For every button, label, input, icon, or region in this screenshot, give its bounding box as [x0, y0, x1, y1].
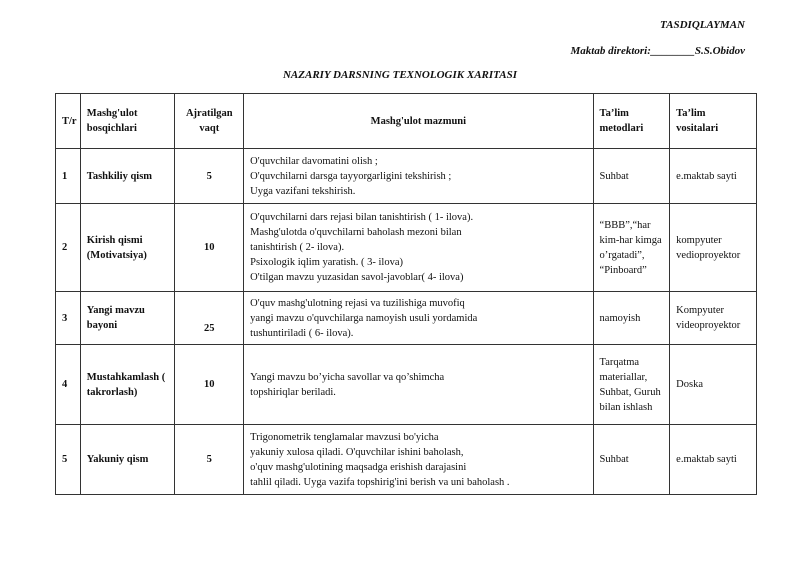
row-stage: Mustahkamlash ( takrorlash) — [80, 345, 175, 425]
technology-map-table — [55, 93, 757, 495]
row-tools: Kompyuter videoproyektor — [670, 292, 757, 345]
row-methods: namoyish — [593, 292, 670, 345]
row-num: 3 — [56, 292, 81, 345]
row-tools: e.maktab sayti — [670, 149, 757, 204]
header-time: Ajratilgan vaqt — [175, 94, 244, 149]
content-line: Trigonometrik tenglamalar mavzusi bo'yicha — [250, 431, 439, 443]
row-tools: Doska — [670, 345, 757, 425]
row-methods: Suhbat — [593, 425, 670, 495]
row-content — [244, 345, 593, 425]
row-stage: Tashkiliy qism — [80, 149, 175, 204]
table-row — [56, 425, 757, 495]
content-line: tushuntiriladi ( 6- ilova). — [250, 327, 354, 339]
row-methods: Suhbat — [593, 149, 670, 204]
row-stage: Kirish qismi (Motivatsiya) — [80, 204, 175, 292]
content-line: Yangi mavzu bo’yicha savollar va qo’shimcha — [250, 371, 445, 383]
row-stage: Yangi mavzu bayoni — [80, 292, 175, 345]
row-content — [244, 292, 593, 345]
header-tools: Ta’lim vositalari — [670, 94, 757, 149]
content-line: Uyga vazifani tekshirish. — [250, 185, 356, 197]
director-signature-line: Maktab direktori:________S.S.Obidov — [570, 45, 745, 57]
table-row — [56, 292, 757, 345]
row-time: 25 — [175, 292, 244, 345]
row-methods: “BBB”,“har kim-har kimga o’rgatadi”, “Pinboard” — [593, 204, 670, 292]
row-num: 2 — [56, 204, 81, 292]
row-methods: Tarqatma materiallar, Suhbat, Guruh bilan ishlash — [593, 345, 670, 425]
row-num: 4 — [56, 345, 81, 425]
table-header-row — [56, 94, 757, 149]
row-time: 10 — [175, 345, 244, 425]
header-content: Mashg'ulot mazmuni — [244, 94, 593, 149]
row-num: 5 — [56, 425, 81, 495]
content-line: O'tilgan mavzu yuzasidan savol-javoblar( 4- ilova) — [250, 272, 464, 283]
approval-label: TASDIQLAYMAN — [660, 19, 745, 31]
content-line: Psixologik iqlim yaratish. ( 3- ilova) — [250, 257, 403, 268]
row-tools: e.maktab sayti — [670, 425, 757, 495]
row-time: 10 — [175, 204, 244, 292]
content-line: tahlil qiladi. Uyga vazifa topshirig'ini berish va uni baholash . — [250, 476, 510, 488]
content-line: O'quvchilarni darsga tayyorgarligini tekshirish ; — [250, 170, 452, 182]
content-line: O'quv mashg'ulotning rejasi va tuzilishiga muvofiq — [250, 297, 465, 309]
content-line: O'quvchilarni dars rejasi bilan tanishtirish ( 1- ilova). — [250, 212, 474, 223]
table-row — [56, 204, 757, 292]
row-tools: kompyuter vedioproyektor — [670, 204, 757, 292]
row-content — [244, 149, 593, 204]
header-methods: Ta’lim metodlari — [593, 94, 670, 149]
row-stage: Yakuniy qism — [80, 425, 175, 495]
header-stage: Mashg'ulot bosqichlari — [80, 94, 175, 149]
content-line: topshiriqlar beriladi. — [250, 386, 336, 398]
document-title: NAZARIY DARSNING TEXNOLOGIK XARITASI — [282, 69, 517, 81]
content-line: O'quvchilar davomatini olish ; — [250, 155, 378, 167]
table-row — [56, 345, 757, 425]
row-content — [244, 204, 593, 292]
row-num: 1 — [56, 149, 81, 204]
row-time: 5 — [175, 425, 244, 495]
row-time: 5 — [175, 149, 244, 204]
content-line: yangi mavzu o'quvchilarga namoyish usuli yordamida — [250, 312, 478, 324]
content-line: tanishtirish ( 2- ilova). — [250, 242, 345, 253]
header-num: T/r — [56, 94, 81, 149]
row-content — [244, 425, 593, 495]
content-line: o'quv mashg'ulotining maqsadga erishish darajasini — [250, 461, 467, 473]
table-row — [56, 149, 757, 204]
content-line: Mashg'ulotda o'quvchilarni baholash mezoni bilan — [250, 227, 462, 238]
content-line: yakuniy xulosa qiladi. O'quvchilar ishini baholash, — [250, 446, 464, 458]
